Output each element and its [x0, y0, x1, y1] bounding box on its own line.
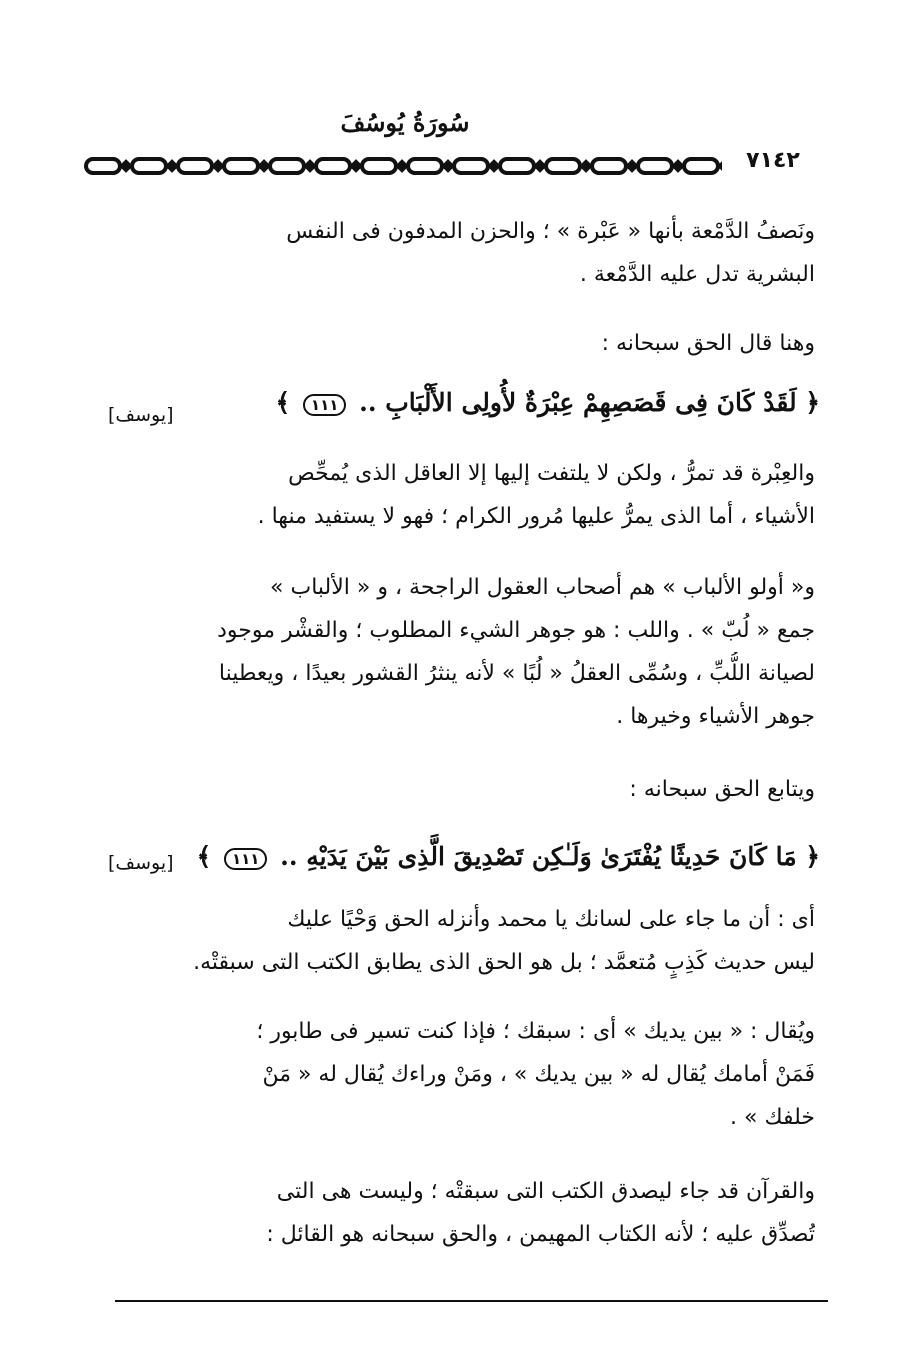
- chain-link: [592, 159, 626, 173]
- ornamental-border: [82, 152, 722, 182]
- page-number: ٧١٤٢: [746, 148, 800, 173]
- chain-dot: [260, 162, 268, 170]
- text-line: وهنا قال الحق سبحانه :: [601, 331, 815, 356]
- text-line: خلفك » .: [730, 1105, 815, 1130]
- chain-link: [408, 159, 442, 173]
- surah-title: سُورَةُ يُوسُفَ: [340, 108, 470, 137]
- chain-dot: [720, 162, 722, 170]
- paragraph-2: [105, 322, 815, 365]
- paragraph-5: [105, 768, 815, 811]
- chain-link: [362, 159, 396, 173]
- footer-rule: [115, 1300, 828, 1302]
- chain-dot: [582, 162, 590, 170]
- verse-reference: [يوسف]: [108, 852, 174, 874]
- paragraph-1: [105, 210, 815, 296]
- chain-dot: [398, 162, 406, 170]
- text-line: تُصدِّق عليه ؛ لأنه الكتاب المهيمن ، والحق سبحانه هو القائل :: [266, 1222, 815, 1247]
- verse-bracket-close: ﴾: [196, 842, 212, 871]
- text-line: ليس حديث كَذِبٍ مُتعمَّد ؛ بل هو الحق الذى يطابق الكتب التى سبقتْه.: [193, 950, 815, 975]
- chain-link: [132, 159, 166, 173]
- verse-text: مَا كَانَ حَدِيثًا يُفْتَرَىٰ وَلَـٰكِن تَصْدِيقَ الَّذِى بَيْنَ يَدَيْهِ ..: [280, 842, 797, 871]
- quran-verse-2: [196, 842, 820, 871]
- chain-dot: [490, 162, 498, 170]
- verse-bracket-close: ﴾: [275, 388, 291, 417]
- chain-dot: [444, 162, 452, 170]
- text-line: البشرية تدل عليه الدَّمْعة .: [579, 262, 815, 287]
- text-line: ويتابع الحق سبحانه :: [629, 777, 815, 802]
- ayah-number: ١١١: [224, 848, 267, 870]
- text-line: جمع « لُبّ » . واللب : هو جوهر الشيء المطلوب ؛ والقشْر موجود: [217, 618, 815, 643]
- text-line: جوهر الأشياء وخيرها .: [616, 704, 815, 729]
- chain-link: [270, 159, 304, 173]
- chain-dot: [674, 162, 682, 170]
- chain-link: [86, 159, 120, 173]
- chain-link: [500, 159, 534, 173]
- chain-link: [178, 159, 212, 173]
- paragraph-3: [105, 452, 815, 538]
- text-line: ويُقال : « بين يديك » أى : سبقك ؛ فإذا كنت تسير فى طابور ؛: [256, 1019, 815, 1044]
- chain-dot: [628, 162, 636, 170]
- ayah-number: ١١١: [303, 394, 346, 416]
- verse-text: لَقَدْ كَانَ فِى قَصَصِهِمْ عِبْرَةٌ لأُولِى الأَلْبَابِ ..: [359, 388, 797, 417]
- chain-link: [638, 159, 672, 173]
- text-line: لصيانة اللُّبِّ ، وسُمِّى العقلُ « لُبًا » لأنه ينثرُ القشور بعيدًا ، ويعطينا: [218, 661, 815, 686]
- chain-dot: [536, 162, 544, 170]
- chain-link: [316, 159, 350, 173]
- chain-link: [684, 159, 718, 173]
- chain-dot: [122, 162, 130, 170]
- chain-dot: [214, 162, 222, 170]
- chain-dot: [168, 162, 176, 170]
- text-line: و« أولو الألباب » هم أصحاب العقول الراجحة ، و « الألباب »: [270, 575, 815, 600]
- chain-link: [454, 159, 488, 173]
- verse-bracket-open: ﴿: [805, 842, 820, 871]
- paragraph-8: [105, 1170, 815, 1256]
- text-line: الأشياء ، أما الذى يمرُّ عليها مُرور الكرام ؛ فهو لا يستفيد منها .: [257, 504, 815, 529]
- verse-bracket-open: ﴿: [805, 388, 820, 417]
- text-line: والقرآن قد جاء ليصدق الكتب التى سبقتْه ؛ وليست هى التى: [276, 1179, 815, 1204]
- text-line: أى : أن ما جاء على لسانك يا محمد وأنزله الحق وَحْيًا عليك: [287, 907, 815, 932]
- chain-dot: [352, 162, 360, 170]
- chain-link: [224, 159, 258, 173]
- chain-dot: [306, 162, 314, 170]
- paragraph-6: [105, 898, 815, 984]
- text-line: فَمَنْ أمامك يُقال له « بين يديك » ، ومَنْ وراءك يُقال له « مَنْ: [262, 1062, 815, 1087]
- chain-link: [546, 159, 580, 173]
- paragraph-7: [105, 1010, 815, 1139]
- quran-verse-1: [105, 388, 820, 417]
- verse-reference: [يوسف]: [108, 404, 174, 426]
- text-line: والعِبْرة قد تمرُّ ، ولكن لا يلتفت إليها إلا العاقل الذى يُمحِّص: [288, 461, 815, 486]
- paragraph-4: [105, 566, 815, 738]
- text-line: ونَصفُ الدَّمْعة بأنها « عَبْرة » ؛ والحزن المدفون فى النفس: [286, 219, 815, 244]
